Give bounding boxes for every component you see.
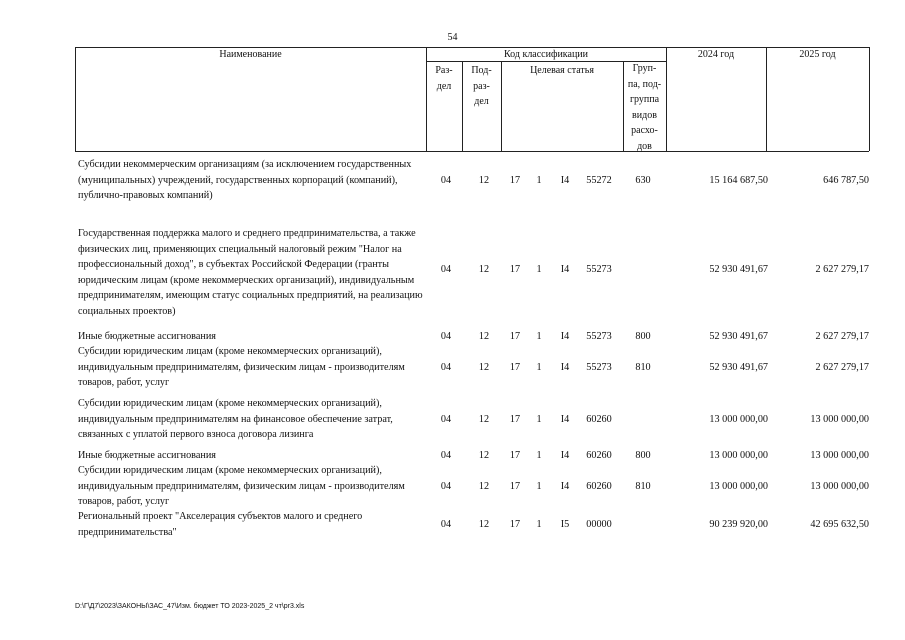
file-path-footer: D:\Г\Д7\2023\ЗАКОНЫ\ЗАС_47\Изм. бюджет ТО 2023-2025_2 чт\pr3.xls [75,603,305,610]
row-cs3: I4 [560,414,570,425]
row-2025: 42 695 632,50 [810,519,869,530]
row-razdel: 04 [440,481,452,492]
row-cs2: 1 [536,414,542,425]
row-cs3: I4 [560,362,570,373]
row-razdel: 04 [440,414,452,425]
row-razdel: 04 [440,331,452,342]
row-podrazdel: 12 [478,414,490,425]
header-section: Раз- дел [435,65,453,92]
row-razdel: 04 [440,264,452,275]
row-2024: 52 930 491,67 [709,331,768,342]
row-vr: 810 [635,362,651,373]
row-2025: 2 627 279,17 [815,362,869,373]
row-cs3: I4 [560,450,570,461]
page-number: 54 [447,32,458,43]
row-name: Субсидии некоммерческим организациям (за исключением государственных (муниципальных) учреждений, государственных корпораций (компаний), публично-правовых компаний) [78,159,412,201]
row-cs2: 1 [536,264,542,275]
row-2024: 52 930 491,67 [709,362,768,373]
row-cs3: I4 [560,175,570,186]
row-cs1: 17 [509,519,521,530]
row-2025: 13 000 000,00 [810,450,869,461]
row-razdel: 04 [440,175,452,186]
row-name: Субсидии юридическим лицам (кроме некоммерческих организаций), индивидуальным предпринимателям, физическим лицам - производителям товаров, работ, услуг [78,346,405,388]
header-subsection: Под- раз- дел [471,65,492,107]
row-cs4: 60260 [586,481,612,492]
row-name: Иные бюджетные ассигнования [78,450,216,461]
header-target-article: Целевая статья [530,65,594,76]
row-razdel: 04 [440,519,452,530]
row-cs4: 55273 [586,264,612,275]
row-2024: 52 930 491,67 [709,264,768,275]
row-podrazdel: 12 [478,331,490,342]
row-cs1: 17 [509,175,521,186]
row-cs4: 55273 [586,362,612,373]
row-razdel: 04 [440,362,452,373]
row-razdel: 04 [440,450,452,461]
row-cs4: 60260 [586,450,612,461]
row-2024: 13 000 000,00 [709,414,768,425]
row-2024: 15 164 687,50 [709,175,768,186]
row-cs1: 17 [509,331,521,342]
row-podrazdel: 12 [478,481,490,492]
row-cs4: 60260 [586,414,612,425]
row-podrazdel: 12 [478,519,490,530]
row-cs2: 1 [536,519,542,530]
row-name: Иные бюджетные ассигнования [78,331,216,342]
row-2024: 90 239 920,00 [709,519,768,530]
row-cs2: 1 [536,450,542,461]
row-cs4: 55273 [586,331,612,342]
row-cs2: 1 [536,331,542,342]
header-code: Код классификации [503,49,589,60]
row-cs2: 1 [536,175,542,186]
row-name: Субсидии юридическим лицам (кроме некоммерческих организаций), индивидуальным предпринимателям, физическим лицам - производителям товаров, работ, услуг [78,465,405,507]
row-name: Субсидии юридическим лицам (кроме некоммерческих организаций), индивидуальным предпринимателям на финансовое обеспечение затрат, связанных с уплатой первого взноса договора лизинга [78,398,393,440]
header-year-2025: 2025 год [799,49,836,60]
row-vr: 810 [635,481,651,492]
row-cs1: 17 [509,414,521,425]
row-cs1: 17 [509,450,521,461]
row-vr: 800 [635,331,651,342]
row-cs4: 00000 [586,519,612,530]
row-cs1: 17 [509,264,521,275]
row-podrazdel: 12 [478,362,490,373]
row-2024: 13 000 000,00 [709,481,768,492]
row-cs3: I4 [560,331,570,342]
row-2025: 2 627 279,17 [815,264,869,275]
row-cs2: 1 [536,481,542,492]
row-name: Государственная поддержка малого и среднего предпринимательства, а также физических лиц, применяющих специальный налоговый режим "Налог на профессиональный доход", в субъектах Российской Федерации (гранты юридическим лицам (кроме некоммерческих организаций), индивидуальным предпринимателям, имеющим статус социальных предприятий, на реализацию социальных проектов) [78,228,423,317]
header-year-2024: 2024 год [697,49,735,60]
row-vr: 630 [635,175,651,186]
row-podrazdel: 12 [478,264,490,275]
row-name: Региональный проект "Акселерация субъектов малого и среднего предпринимательства" [78,511,363,538]
row-2025: 13 000 000,00 [810,414,869,425]
row-cs3: I4 [560,481,570,492]
row-2024: 13 000 000,00 [709,450,768,461]
row-cs1: 17 [509,481,521,492]
row-cs4: 55272 [586,175,612,186]
row-cs3: I4 [560,264,570,275]
header-expense-group: Груп- па, под- группа видов расхо- дов [627,63,662,152]
header-name: Наименование [219,49,282,60]
row-2025: 2 627 279,17 [815,331,869,342]
row-cs2: 1 [536,362,542,373]
row-cs3: I5 [560,519,570,530]
row-vr: 800 [635,450,651,461]
row-podrazdel: 12 [478,175,490,186]
row-2025: 646 787,50 [823,175,869,186]
row-cs1: 17 [509,362,521,373]
table-header [75,47,869,151]
row-podrazdel: 12 [478,450,490,461]
row-2025: 13 000 000,00 [810,481,869,492]
